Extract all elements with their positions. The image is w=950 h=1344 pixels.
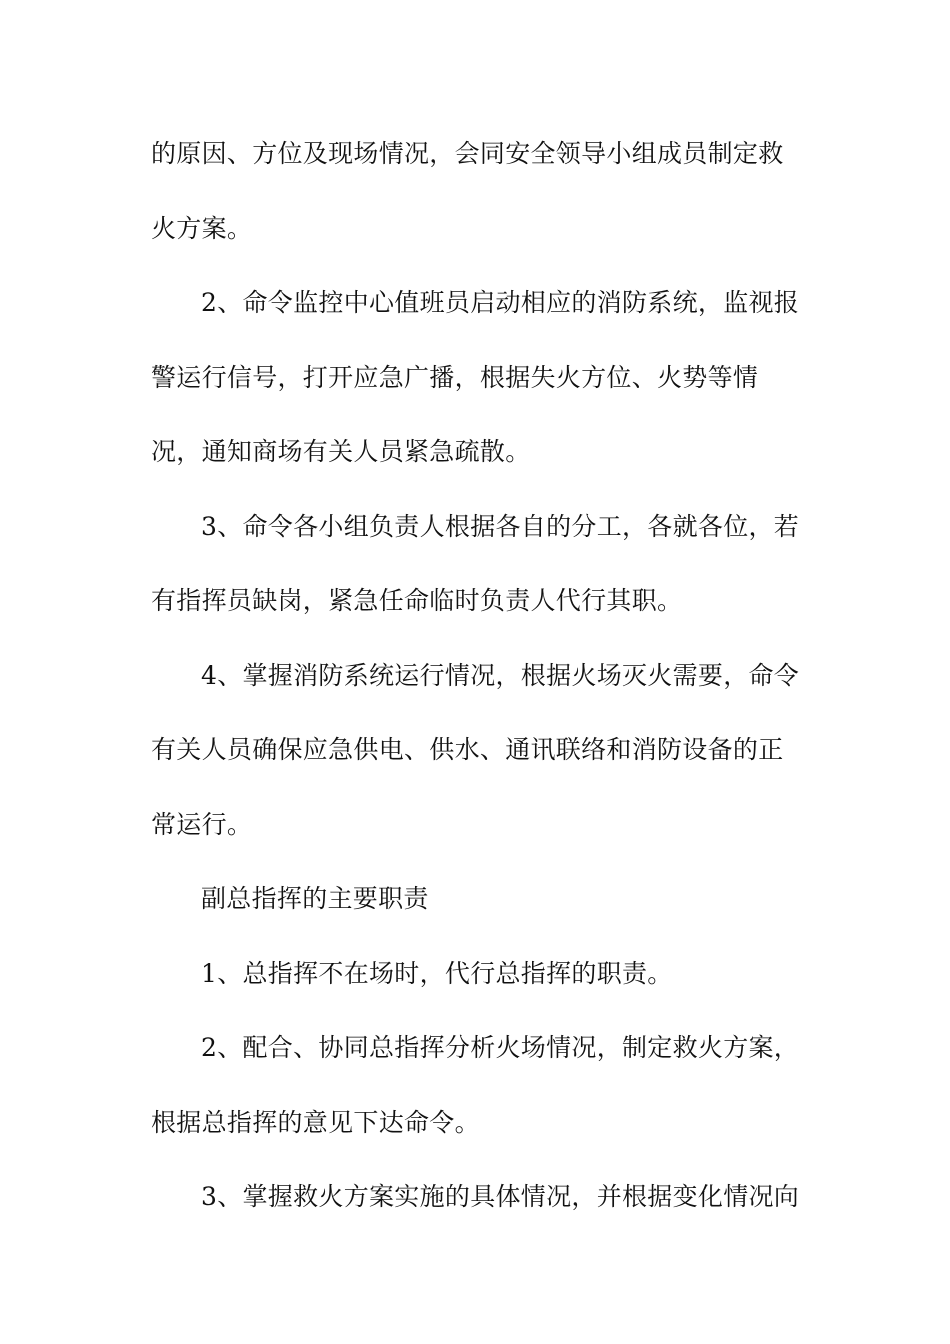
section-heading: 副总指挥的主要职责 bbox=[201, 884, 429, 913]
paragraph-line: 3、掌握救火方案实施的具体情况，并根据变化情况向 bbox=[201, 1182, 800, 1211]
paragraph-line: 警运行信号，打开应急广播，根据失火方位、火势等情 bbox=[151, 363, 759, 392]
paragraph-line: 有指挥员缺岗，紧急任命临时负责人代行其职。 bbox=[151, 586, 683, 615]
paragraph-line: 4、掌握消防系统运行情况，根据火场灭火需要，命令 bbox=[201, 661, 800, 690]
paragraph-line: 有关人员确保应急供电、供水、通讯联络和消防设备的正 bbox=[151, 735, 784, 764]
paragraph-line: 2、命令监控中心值班员启动相应的消防系统，监视报 bbox=[201, 288, 800, 317]
paragraph-line: 况，通知商场有关人员紧急疏散。 bbox=[151, 437, 531, 466]
paragraph-line: 火方案。 bbox=[151, 214, 253, 243]
paragraph-line: 的原因、方位及现场情况，会同安全领导小组成员制定救 bbox=[151, 139, 784, 168]
paragraph-line: 1、总指挥不在场时，代行总指挥的职责。 bbox=[201, 959, 673, 988]
paragraph-line: 3、命令各小组负责人根据各自的分工，各就各位，若 bbox=[201, 512, 800, 541]
paragraph-line: 根据总指挥的意见下达命令。 bbox=[151, 1108, 480, 1137]
paragraph-line: 常运行。 bbox=[151, 810, 253, 839]
paragraph-line: 2、配合、协同总指挥分析火场情况，制定救火方案， bbox=[201, 1033, 800, 1062]
